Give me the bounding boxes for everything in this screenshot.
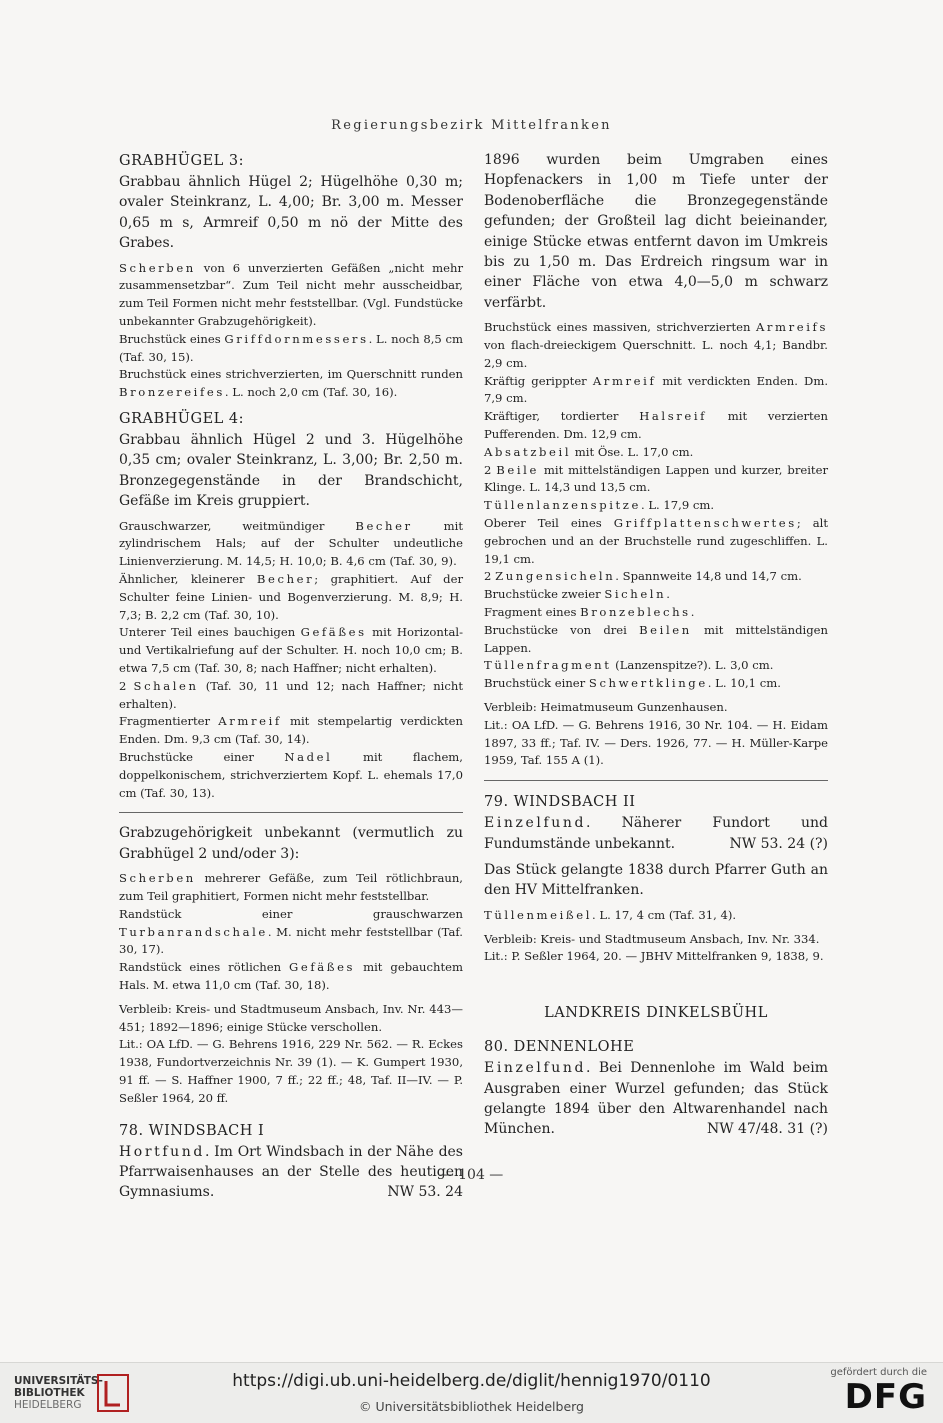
find-entry: Oberer Teil eines Griffplattenschwertes; alt gebrochen und an der Bruchstelle rund zugeschliffen. L. 19,1 cm. xyxy=(484,516,829,566)
find-entry: Randstück einer grauschwarzen Turbanrandschale. M. nicht mehr feststellbar (Taf. 30, 17). xyxy=(119,906,463,957)
verbleib: Verbleib: Kreis- und Stadtmuseum Ansbach, Inv. Nr. 443—451; 1892—1896; einige Stücke verschollen. xyxy=(119,1001,463,1034)
paragraph: 1896 wurden beim Umgraben eines Hopfenackers in 1,00 m Tiefe unter der Bodenoberfläche die Bronzegegenstände gefunden; der Großteil lag dicht beieinander, einige Stücke etwas entfernt davon im Umkreis bis zu 1,50 m. Das Erdreich ringsum war in einer Fläche von etwa 4,0—5,0 m schwarz verfärbt. xyxy=(484,152,828,311)
right-column xyxy=(484,150,828,1140)
dfg-logo[interactable]: DFG xyxy=(844,1377,927,1417)
paragraph: Das Stück gelangte 1838 durch Pfarrer Guth an den HV Mittelfranken. xyxy=(484,861,828,899)
paragraph: Grabbau ähnlich Hügel 2; Hügelhöhe 0,30 m; ovaler Steinkranz, L. 4,00; Br. 3,00 m. Messer 0,65 m s, Armreif 0,50 m nö der Mitte des Grabes. xyxy=(119,174,463,252)
find-entry: 2 Zungensicheln. Spannweite 14,8 und 14,7 cm. xyxy=(484,569,802,584)
heading-landkreis: LANDKREIS DINKELSBÜHL xyxy=(544,1005,768,1022)
find-entry: Fragmentierter Armreif mit stempelartig verdickten Enden. Dm. 9,3 cm (Taf. 30, 14). xyxy=(119,714,463,747)
permalink-url[interactable]: https://digi.ub.uni-heidelberg.de/diglit/hennig1970/0110 xyxy=(232,1371,711,1391)
find-entry: Ähnlicher, kleinerer Becher; graphitiert. Auf der Schulter feine Linien- und Bogenverzierung. M. 8,9; H. 7,3; B. 2,2 cm (Taf. 30, 10). xyxy=(119,572,463,622)
find-entry: Tüllenfragment (Lanzenspitze?). L. 3,0 cm. xyxy=(484,658,774,673)
verbleib: Verbleib: Kreis- und Stadtmuseum Ansbach, Inv. Nr. 334. xyxy=(484,931,820,946)
find-entry: Kräftiger, tordierter Halsreif mit verzierten Pufferenden. Dm. 12,9 cm. xyxy=(484,409,828,442)
paragraph: Einzelfund. Näherer Fundort und Fundumstände unbekannt. NW 53. 24 (?) xyxy=(484,813,828,854)
find-entry: Tüllenmeißel. L. 17, 4 cm (Taf. 31, 4). xyxy=(484,907,737,922)
find-entry: Absatzbeil mit Öse. L. 17,0 cm. xyxy=(484,444,694,459)
left-column xyxy=(119,150,463,1203)
find-entry: Randstück eines rötlichen Gefäßes mit gebauchtem Hals. M. etwa 11,0 cm (Taf. 30, 18). xyxy=(119,960,463,992)
find-entry: Bruchstücke von drei Beilen mit mittelständigen Lappen. xyxy=(484,622,829,655)
find-entry: Bruchstück eines Griffdornmessers. L. noch 8,5 cm (Taf. 30, 15). xyxy=(119,331,463,364)
find-entry: Bruchstück eines massiven, strichverzierten Armreifs von flach-dreieckigem Querschnitt. L. noch 4,1; Bandbr. 2,9 cm. xyxy=(484,320,828,370)
find-entry: Scherben mehrerer Gefäße, zum Teil rötlichbraun, zum Teil graphitiert, Formen nicht mehr feststellbar. xyxy=(119,871,463,903)
page-number: — 104 — xyxy=(439,1167,504,1183)
find-entry: Tüllenlanzenspitze. L. 17,9 cm. xyxy=(484,498,715,513)
viewer-footer xyxy=(0,1362,943,1423)
paragraph: Hortfund. Im Ort Windsbach in der Nähe des Pfarrwaisenhauses an der Stelle des heutigen Gymnasiums. NW 53. 24 xyxy=(119,1142,463,1203)
divider xyxy=(484,780,828,781)
find-entry: Bruchstücke zweier Sicheln. xyxy=(484,587,670,602)
literature: Lit.: P. Seßler 1964, 20. — JBHV Mittelfranken 9, 1838, 9. xyxy=(484,949,824,964)
find-entry: 2 Schalen (Taf. 30, 11 und 12; nach Haffner; nicht erhalten). xyxy=(119,678,464,711)
find-entry: Grauschwarzer, weitmündiger Becher mit zylindrischem Hals; auf der Schulter undeutliche Linienverzierung. M. 14,5; H. 10,0; B. 4,6 cm (Taf. 30, 9). xyxy=(119,518,463,569)
find-entry: Bruchstück einer Schwertklinge. L. 10,1 cm. xyxy=(484,676,781,691)
find-entry: 2 Beile mit mittelständigen Lappen und kurzer, breiter Klinge. L. 14,3 und 13,5 cm. xyxy=(484,462,828,495)
find-entry: Kräftig gerippter Armreif mit verdickten Enden. Dm. 7,9 cm. xyxy=(484,373,828,406)
paragraph: Grabbau ähnlich Hügel 2 und 3. Hügelhöhe 0,35 cm; ovaler Steinkranz, L. 3,00; Br. 2,50 m. Bronzegegenstände in der Brandschicht, Gefäße im Kreis gruppiert. xyxy=(119,432,463,510)
heading-grabhuegel-3: GRABHÜGEL 3: xyxy=(119,153,245,169)
heading-windsbach-2: 79. WINDSBACH II xyxy=(484,794,636,811)
find-entry: Unterer Teil eines bauchigen Gefäßes mit Horizontal- und Vertikalriefung auf der Schulter. H. noch 10,0 cm; B. etwa 7,5 cm (Taf. 30, 8; nach Haffner; nicht erhalten). xyxy=(119,625,463,675)
paragraph: Grabzugehörigkeit unbekannt (vermutlich zu Grabhügel 2 und/oder 3): xyxy=(119,825,463,862)
divider xyxy=(119,812,463,813)
verbleib: Verbleib: Heimatmuseum Gunzenhausen. xyxy=(484,699,728,714)
heading-grabhuegel-4: GRABHÜGEL 4: xyxy=(119,411,245,427)
copyright: © Universitätsbibliothek Heidelberg xyxy=(358,1399,584,1414)
find-entry: Bruchstück eines strichverzierten, im Querschnitt runden Bronzereifes. L. noch 2,0 cm (Taf. 30, 16). xyxy=(119,367,463,400)
paragraph: Einzelfund. Bei Dennenlohe im Wald beim Ausgraben einer Wurzel gefunden; das Stück gelangte 1894 über den Altwarenhandel nach München. NW 47/48. 31 (?) xyxy=(484,1058,828,1140)
nw-reference: NW 53. 24 (?) xyxy=(729,835,828,852)
find-entry: Bruchstücke einer Nadel mit flachem, doppelkonischem, strichverziertem Kopf. L. ehemals 17,0 cm (Taf. 30, 13). xyxy=(119,749,463,800)
literature: Lit.: OA LfD. — G. Behrens 1916, 30 Nr. 104. — H. Eidam 1897, 33 ff.; Taf. IV. — Ders. 1926, 77. — H. Müller-Karpe 1959, Taf. 155 A (1). xyxy=(484,717,828,768)
running-head: Regierungsbezirk Mittelfranken xyxy=(331,118,612,133)
find-entry: Fragment eines Bronzeblechs. xyxy=(484,605,695,619)
literature: Lit.: OA LfD. — G. Behrens 1916, 229 Nr. 562. — R. Eckes 1938, Fundortverzeichnis Nr. 39 (1). — K. Gumpert 1930, 91 ff. — S. Haffner 1900, 7 ff.; 22 ff.; 48, Taf. II—IV. — P. Seßler 1964, 20 ff. xyxy=(119,1037,463,1105)
dfg-note: gefördert durch die xyxy=(830,1367,927,1378)
library-logo-text[interactable]: UNIVERSITÄTS- BIBLIOTHEK HEIDELBERG xyxy=(14,1375,103,1411)
heading-windsbach-1: 78. WINDSBACH I xyxy=(119,1122,265,1139)
find-entry: Scherben von 6 unverzierten Gefäßen „nicht mehr zusammensetzbar“. Zum Teil nicht mehr ausscheidbar, zum Teil Formen nicht mehr feststellbar. (Vgl. Fundstücke unbekannter Grabzugehörigkeit). xyxy=(119,260,463,329)
nw-reference: NW 53. 24 xyxy=(387,1184,463,1201)
heading-dennenlohe: 80. DENNENLOHE xyxy=(484,1039,635,1056)
nw-reference: NW 47/48. 31 (?) xyxy=(706,1121,828,1138)
